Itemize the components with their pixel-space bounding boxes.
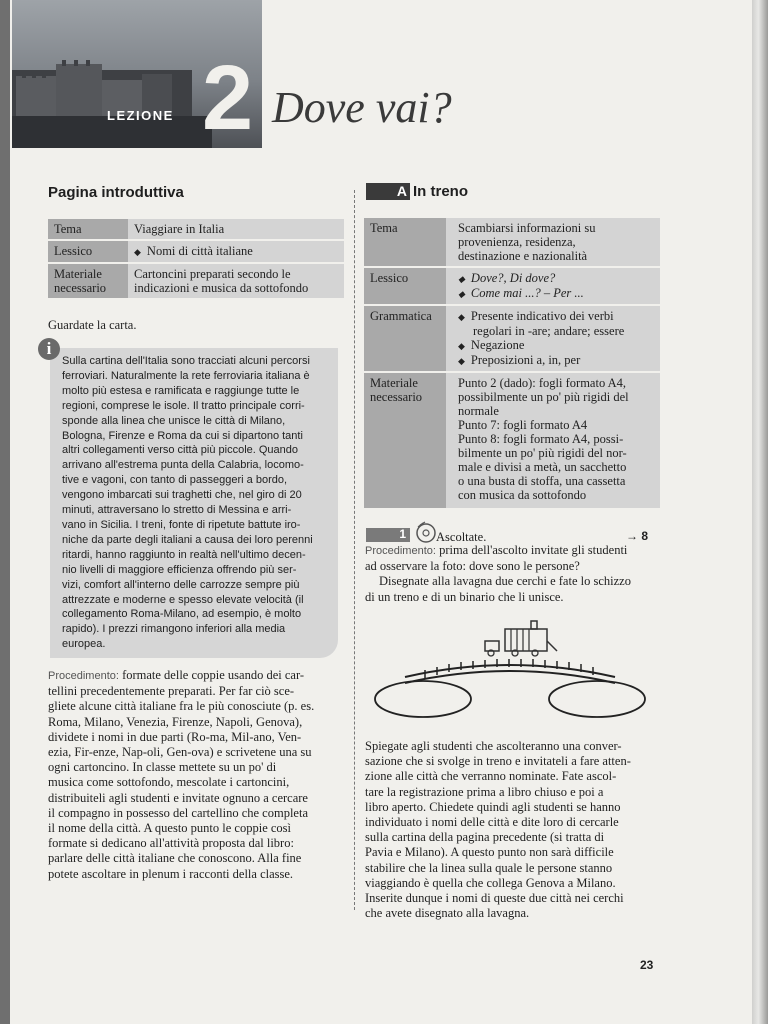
info-line: regioni, comprese le isole. Il tratto principale corri- (62, 399, 305, 412)
city-circle-right (549, 681, 645, 717)
procedure-line: ogni cartoncino. In classe mettete su un po' di (48, 760, 277, 775)
left-info-table (48, 219, 344, 300)
value-line (458, 271, 654, 286)
info-line: altri collegamenti verso città più piccole. Quando (62, 444, 299, 457)
info-line: vizi, comfort all'interno delle carrozze sempre più (62, 578, 300, 591)
procedure-line: gliete alcune città italiane fra le più conosciute (p. es. (48, 699, 315, 714)
value-line (458, 338, 654, 353)
value-line (458, 309, 654, 324)
info-line: tive e vagoni, con tanto di passeggeri a bordo, (62, 474, 288, 487)
table-row (364, 218, 660, 267)
value-line: Punto 7: fogli formato A4 (458, 418, 588, 432)
right-info-table (364, 218, 660, 510)
value-line (458, 286, 654, 301)
procedure-text: prima dell'ascolto invitate gli studenti (439, 543, 628, 557)
procedure-label: Procedimento: (48, 670, 119, 682)
info-line: attrezzate e moderne e spesso elevate velocità (il (62, 593, 304, 606)
cd-icon (414, 521, 438, 545)
value-line: Scambiarsi informazioni su (458, 221, 596, 235)
body-line: stabilire che la linea sulla quale le persone stanno (365, 860, 613, 875)
value-line: regolari in -are; andare; essere (473, 324, 625, 338)
body-line: sulla cartina della pagina precedente (si tratta di (365, 830, 605, 845)
city-circle-left (375, 681, 471, 717)
page-title: Dove vai? (272, 83, 452, 132)
value-text: Negazione (470, 338, 525, 352)
value-text: Come mai ...? – Per ... (470, 286, 584, 300)
table-value (446, 267, 660, 305)
procedure-line: parlare delle città italiane che conoscono. Alla fine (48, 851, 302, 866)
table-key: Lessico (48, 240, 128, 263)
body-line: tare la registrazione prima a libro chiuso e poi a (365, 784, 604, 799)
table-key: Lessico (364, 267, 446, 305)
info-line: nio livelli di maggiore efficienza offrendo più ser- (62, 563, 297, 576)
info-line: Sulla cartina dell'Italia sono tracciati alcuni percorsi (62, 355, 310, 367)
table-value: Viaggiare in Italia (128, 219, 344, 240)
procedure-line: il compagno in possesso del cartellino che completa (48, 805, 308, 820)
value-line: bilmente un po' più rigidi del nor- (458, 446, 627, 460)
value-line: Punto 8: fogli formato A4, possi- (458, 432, 624, 446)
info-line: europea. (62, 638, 106, 651)
table-key: Materiale necessario (364, 372, 446, 509)
info-line: rapido). I prezzi rimangono inferiori alla media (62, 623, 286, 636)
table-row (48, 219, 344, 240)
table-key: Tema (364, 218, 446, 267)
procedure-line: dividete i nomi in due parti (Ro-ma, Mil-ano, Ven- (48, 729, 302, 744)
right-body (365, 739, 659, 921)
rail-track (405, 659, 615, 683)
body-line: viaggiando è quella che collega Genova a Milano. (365, 875, 616, 890)
table-value (446, 305, 660, 372)
procedure-line (48, 668, 342, 684)
lesson-number: 2 (202, 47, 254, 148)
value-line: con musica da sottofondo (458, 488, 587, 502)
info-text (62, 354, 332, 652)
info-line: niche da parte degli italiani a causa dei loro perenni (62, 533, 313, 546)
value-line (458, 353, 654, 368)
info-box (50, 348, 338, 658)
body-line: Inserite dunque i nomi di queste due città nei cerchi (365, 891, 624, 906)
procedure-line: tellini precedentemente preparati. Per far ciò sce- (48, 684, 295, 699)
info-icon: i (38, 338, 60, 360)
info-line: minuti, attraversano lo stretto di Messina e arri- (62, 504, 292, 517)
right-procedure (365, 543, 661, 605)
exercise-label: Ascoltate. (436, 530, 487, 544)
info-line: molto più estesa e ramificata e raggiunge tutte le (62, 384, 300, 397)
table-row (364, 267, 660, 305)
procedure-line: Disegnate alla lavagna due cerchi e fate lo schizzo (379, 574, 631, 589)
procedure-line: di un treno e di un binario che li unisce. (365, 589, 564, 604)
train-icon (485, 621, 557, 656)
column-divider (354, 190, 356, 910)
bullet-icon (458, 353, 471, 367)
info-line: arrivano all'estrema punta della Calabria, locomo- (62, 459, 304, 472)
body-line: Spiegate agli studenti che ascolteranno una conver- (365, 739, 622, 753)
value-line: Punto 2 (dado): fogli formato A4, (458, 376, 627, 390)
left-heading: Pagina introduttiva (48, 184, 184, 201)
value-line: possibilmente un po' più rigidi del (458, 390, 629, 404)
table-key: Materiale necessario (48, 263, 128, 299)
section-badge (366, 183, 410, 200)
table-key: Grammatica (364, 305, 446, 372)
info-line: Bologna, Firenze e Roma da cui si dipartono tanti (62, 429, 303, 442)
bullet-icon (134, 244, 147, 258)
page (10, 0, 752, 1024)
value-text: Presente indicativo dei verbi (470, 309, 614, 323)
bullet-icon (458, 271, 471, 285)
bullet-icon (458, 286, 471, 300)
info-line: vengono imbarcati sui traghetti che, nel giro di 20 (62, 489, 302, 502)
value-line: normale (458, 404, 499, 418)
section-letter: A (396, 183, 407, 199)
value-text: Preposizioni a, in, per (470, 353, 581, 367)
lesson-label: LEZIONE (107, 108, 174, 123)
bullet-icon (458, 338, 471, 352)
intro-text: Guardate la carta. (48, 318, 137, 332)
body-line: zione alle città che verranno nominate. Fate ascol- (365, 769, 617, 784)
exercise-ref: → 8 (626, 529, 649, 543)
info-line: ferroviari. Naturalmente la rete ferroviaria italiana è (62, 369, 310, 382)
value-line: destinazione e nazionalità (458, 249, 588, 263)
info-line: sponde alla linea che unisce le città di Milano, (62, 414, 286, 427)
value-text: Dove?, Di dove? (470, 271, 556, 285)
procedure-line: musica come sottofondo, mescolate i cartoncini, (48, 775, 290, 790)
value-line: male e divisi a metà, un sacchetto (458, 460, 627, 474)
right-heading: In treno (413, 183, 468, 200)
train-sketch (365, 615, 655, 725)
body-line: sazione che si svolge in treno e invitateli a fare atten- (365, 754, 631, 769)
table-value (446, 372, 660, 509)
body-line: che avete disegnato alla lavagna. (365, 906, 530, 921)
table-value (128, 240, 344, 263)
procedure-line: ezia, Fir-enze, Nap-oli, Gen-ova) e scrivetene una su (48, 745, 312, 760)
info-line: collegamento Roma-Milano, ad esempio, è molto (62, 608, 302, 621)
procedure-label: Procedimento: (365, 545, 436, 557)
table-value (446, 218, 660, 267)
exercise-badge (366, 528, 410, 542)
page-number: 23 (640, 958, 654, 972)
table-value: Cartoncini preparati secondo le indicazioni e musica da sottofondo (128, 263, 344, 299)
bullet-icon (458, 309, 471, 323)
body-line: individuato i nomi delle città e dite loro di cercarle (365, 815, 619, 830)
procedure-line: formate si dedicano all'attività proposta dal libro: (48, 836, 294, 851)
procedure-line: distribuiteli agli studenti e invitate ognuno a cercare (48, 790, 308, 805)
procedure-line: potete ascoltare in plenum i racconti della classe. (48, 866, 294, 881)
table-row (48, 240, 344, 263)
table-row (364, 305, 660, 372)
left-procedure (48, 668, 342, 882)
info-line: ritardi, hanno raggiunto in realtà nell'ultimo decen- (62, 548, 306, 561)
body-line: Pavia e Milano). A questo punto non sarà difficile (365, 845, 614, 860)
info-line: vano in Sicilia. I treni, fonte di ripetute battute iro- (62, 518, 301, 531)
table-row (364, 372, 660, 509)
procedure-line (365, 543, 661, 559)
body-line: libro aperto. Chiedete quindi agli studenti se hanno (365, 799, 621, 814)
procedure-line: il nome della città. A questo punto le coppie così (48, 821, 292, 836)
value-line: o una busta di stoffa, una cassetta (458, 474, 626, 488)
lesson-banner (12, 0, 262, 148)
value-line: provenienza, residenza, (458, 235, 576, 249)
exercise-number: 1 (399, 527, 406, 541)
procedure-text: formate delle coppie usando dei car- (122, 668, 305, 682)
table-key: Tema (48, 219, 128, 240)
procedure-line: Roma, Milano, Venezia, Firenze, Napoli, Genova), (48, 714, 303, 729)
page-edge (752, 0, 768, 1024)
table-row (48, 263, 344, 299)
procedure-line: ad osservare la foto: dove sono le persone? (365, 559, 580, 574)
table-value-text: Nomi di città italiane (146, 244, 253, 258)
